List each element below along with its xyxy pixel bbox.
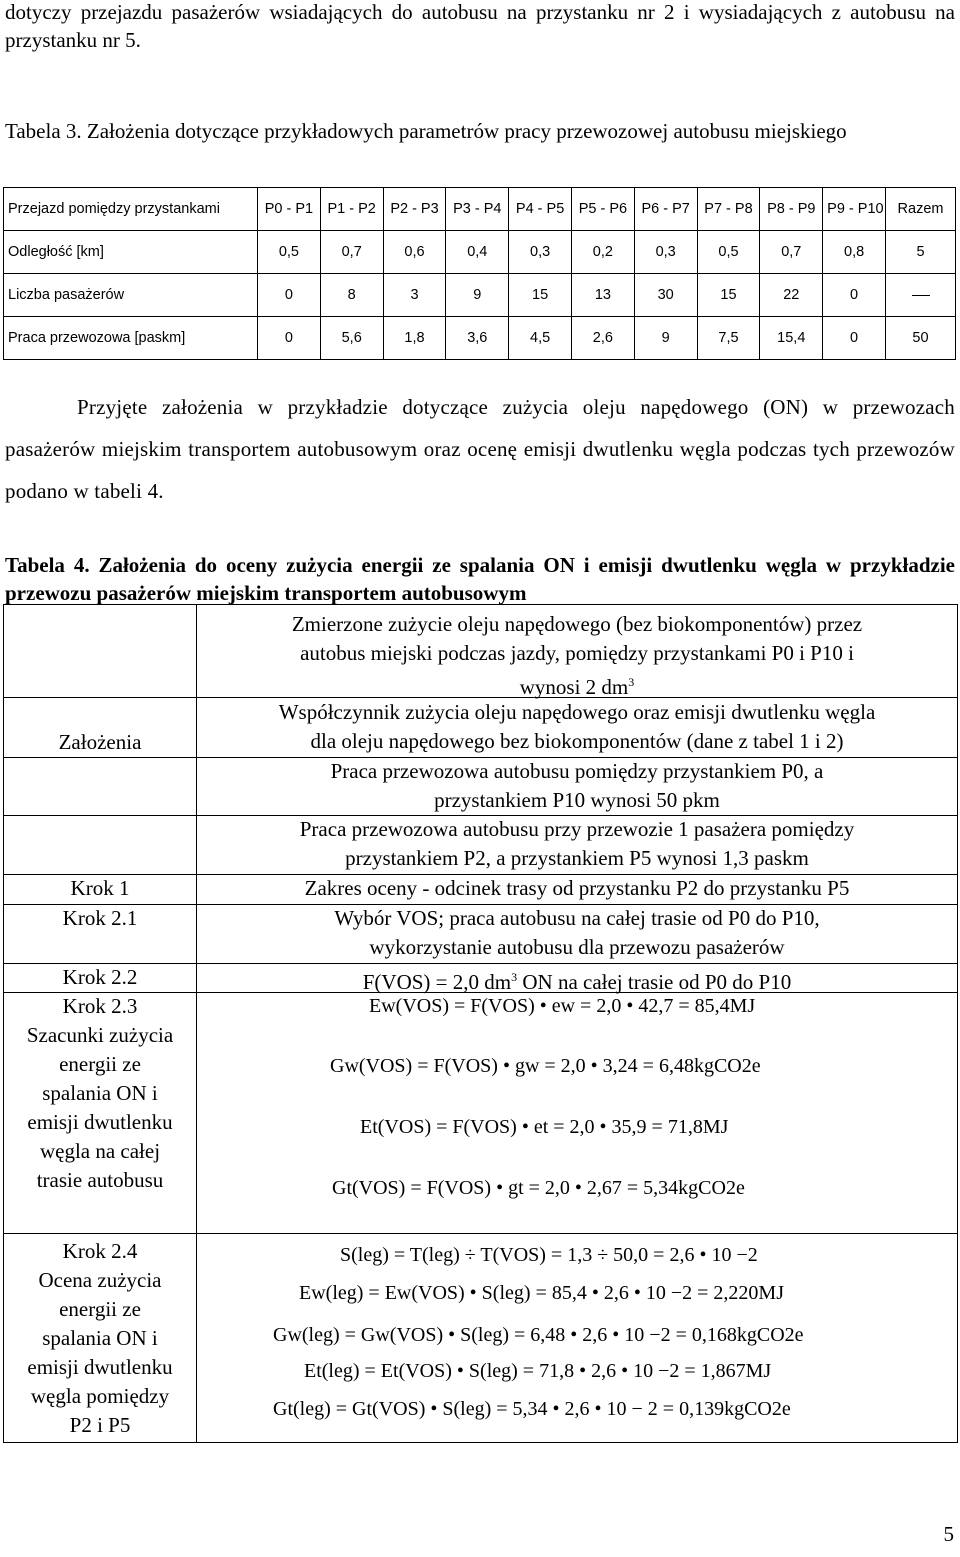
table3-header-label: Przejazd pomiędzy przystankami (4, 188, 258, 231)
krok24-label-line: węgla pomiędzy (30, 1384, 170, 1408)
superscript: 3 (628, 675, 635, 689)
krok23-label-line: Krok 2.3 (62, 994, 138, 1018)
table-row (4, 274, 956, 317)
krok24-label-line: P2 i P5 (69, 1413, 131, 1437)
table3-col-header: P6 - P7 (634, 188, 697, 231)
table3 (3, 187, 956, 360)
table3-caption: Tabela 3. Założenia dotyczące przykładowych parametrów pracy przewozowej autobusu miejskiego (5, 119, 847, 143)
formula-line: Et(VOS) = F(VOS) • et = 2,0 • 35,9 = 71,8MJ (360, 1116, 729, 1138)
table-cell: 0,5 (697, 231, 760, 274)
table-row (4, 231, 956, 274)
table-cell: 1,8 (383, 317, 446, 360)
assumption-line: przystankiem P2, a przystankiem P5 wynosi 1,3 paskm (345, 846, 809, 870)
krok21-line: wykorzystanie autobusu dla przewozu pasażerów (369, 935, 785, 959)
table-cell: 5,6 (320, 317, 383, 360)
intro-paragraph: dotyczy przejazdu pasażerów wsiadających do autobusu na przystanku nr 2 i wysiadających z autobusu na przystanku nr 5. (5, 0, 955, 52)
table-cell: 15 (697, 274, 760, 317)
krok23-label-line: Szacunki zużycia (26, 1023, 174, 1047)
formula-line: Gt(VOS) = F(VOS) • gt = 2,0 • 2,67 = 5,34kgCO2e (332, 1177, 745, 1199)
formula-line: Ew(leg) = Ew(VOS) • S(leg) = 85,4 • 2,6 • 10 −2 = 2,220MJ (299, 1282, 784, 1304)
krok24-label-line: emisji dwutlenku (27, 1355, 173, 1379)
krok24-label (4, 1237, 196, 1440)
table-cell: 0,7 (760, 231, 823, 274)
table-cell: 30 (634, 274, 697, 317)
krok21-label: Krok 2.1 (62, 906, 138, 930)
table-cell: 13 (571, 274, 634, 317)
row-divider (4, 1233, 957, 1234)
table-cell: 8 (320, 274, 383, 317)
formula-line: Gw(VOS) = F(VOS) • gw = 2,0 • 3,24 = 6,48kgCO2e (330, 1055, 761, 1077)
table4 (3, 604, 958, 1443)
table3-col-header: P5 - P6 (571, 188, 634, 231)
assumption-fuel (197, 610, 957, 702)
assumption-text: wynosi 2 dm (519, 675, 629, 699)
krok23-label (4, 992, 196, 1195)
assumption-line: Praca przewozowa autobusu pomiędzy przystankiem P0, a (330, 759, 824, 783)
krok22-formula: F(VOS) = 2,0 dm (362, 970, 512, 994)
krok21-line: Wybór VOS; praca autobusu na całej trasie od P0 do P10, (334, 906, 820, 930)
table-cell: 0 (823, 274, 886, 317)
krok23-label-line: węgla na całej (39, 1139, 161, 1163)
table-cell: 0,4 (446, 231, 509, 274)
table-cell: 0,8 (823, 231, 886, 274)
table-cell: 0,5 (258, 231, 321, 274)
table-cell: 0 (258, 317, 321, 360)
row-label: Liczba pasażerów (4, 274, 258, 317)
formula-line: S(leg) = T(leg) ÷ T(VOS) = 1,3 ÷ 50,0 = 2,6 • 10 −2 (340, 1244, 758, 1266)
table3-col-header: P8 - P9 (760, 188, 823, 231)
krok1-label: Krok 1 (70, 876, 130, 900)
table4-caption: Tabela 4. Założenia do oceny zużycia energii ze spalania ON i emisji dwutlenku węgla w przykładzie przewozu pasażerów miejskim transportem autobusowym (5, 553, 955, 605)
table-cell: 15,4 (760, 317, 823, 360)
table-cell: 0,3 (634, 231, 697, 274)
table-cell: 4,5 (509, 317, 572, 360)
krok23-label-line: emisji dwutlenku (27, 1110, 173, 1134)
assumption-line: Współczynnik zużycia oleju napędowego oraz emisji dwutlenku węgla (278, 700, 876, 724)
table-cell: 50 (886, 317, 956, 360)
table-cell: 3 (383, 274, 446, 317)
table-cell: 3,6 (446, 317, 509, 360)
table3-col-header: Razem (886, 188, 956, 231)
assumption-line: Zmierzone zużycie oleju napędowego (bez biokomponentów) przez (291, 612, 863, 636)
row-label: Praca przewozowa [paskm] (4, 317, 258, 360)
table3-col-header: P2 - P3 (383, 188, 446, 231)
page-number: 5 (943, 1522, 954, 1546)
table-cell: 0 (258, 274, 321, 317)
table-cell: 9 (634, 317, 697, 360)
assumption-line: Praca przewozowa autobusu przy przewozie 1 pasażera pomiędzy (299, 817, 855, 841)
krok24-label-line: energii ze (59, 1297, 141, 1321)
table-row (4, 317, 956, 360)
table3-header-row (4, 188, 956, 231)
formula-line: Ew(VOS) = F(VOS) • ew = 2,0 • 42,7 = 85,4MJ (369, 995, 756, 1017)
assumption-work-total (197, 757, 957, 815)
table3-col-header: P3 - P4 (446, 188, 509, 231)
table-cell: 0,6 (383, 231, 446, 274)
table3-col-header: P0 - P1 (258, 188, 321, 231)
krok24-label-line: Krok 2.4 (62, 1239, 138, 1263)
krok23-label-line: trasie autobusu (36, 1168, 164, 1192)
krok22-formula-rest: ON na całej trasie od P0 do P10 (517, 970, 792, 994)
table3-col-header: P7 - P8 (697, 188, 760, 231)
table-cell: 9 (446, 274, 509, 317)
krok22-label: Krok 2.2 (62, 965, 138, 989)
table-cell: 2,6 (571, 317, 634, 360)
table-cell: 22 (760, 274, 823, 317)
table3-col-header: P9 - P10 (823, 188, 886, 231)
superscript: 3 (511, 970, 518, 984)
krok24-label-line: spalania ON i (42, 1326, 158, 1350)
krok1-text: Zakres oceny - odcinek trasy od przystanku P2 do przystanku P5 (304, 876, 850, 900)
empty-dash-cell (886, 274, 956, 317)
table3-col-header: P4 - P5 (509, 188, 572, 231)
formula-line: Et(leg) = Et(VOS) • S(leg) = 71,8 • 2,6 • 10 −2 = 1,867MJ (304, 1360, 772, 1382)
assumption-coeff (197, 698, 957, 756)
table-cell: 5 (886, 231, 956, 274)
krok23-label-line: spalania ON i (42, 1081, 158, 1105)
krok23-label-line: energii ze (59, 1052, 141, 1076)
formula-line: Gt(leg) = Gt(VOS) • S(leg) = 5,34 • 2,6 • 10 − 2 = 0,139kgCO2e (273, 1398, 791, 1420)
table3-col-header: P1 - P2 (320, 188, 383, 231)
assumption-line: dla oleju napędowego bez biokomponentów (dane z tabel 1 i 2) (310, 729, 844, 753)
zalozenia-label: Założenia (58, 730, 142, 754)
body-paragraph: Przyjęte założenia w przykładzie dotyczące zużycia oleju napędowego (ON) w przewozach pasażerów miejskim transportem autobusowym oraz ocenę emisji dwutlenku węgla podczas tych przewozów podano w tabeli 4. (5, 395, 955, 503)
table-cell: 7,5 (697, 317, 760, 360)
table-cell: 15 (509, 274, 572, 317)
dash-mark (912, 295, 930, 296)
table-cell: 0,2 (571, 231, 634, 274)
table-cell: 0 (823, 317, 886, 360)
assumption-line: przystankiem P10 wynosi 50 pkm (434, 788, 720, 812)
krok21-text (197, 904, 957, 962)
krok24-label-line: Ocena zużycia (38, 1268, 162, 1292)
formula-line: Gw(leg) = Gw(VOS) • S(leg) = 6,48 • 2,6 • 10 −2 = 0,168kgCO2e (273, 1324, 804, 1346)
table-cell: 0,3 (509, 231, 572, 274)
table-cell: 0,7 (320, 231, 383, 274)
assumption-line: autobus miejski podczas jazdy, pomiędzy przystankami P0 i P10 i (300, 641, 854, 665)
row-label: Odległość [km] (4, 231, 258, 274)
assumption-work-passenger (197, 815, 957, 873)
